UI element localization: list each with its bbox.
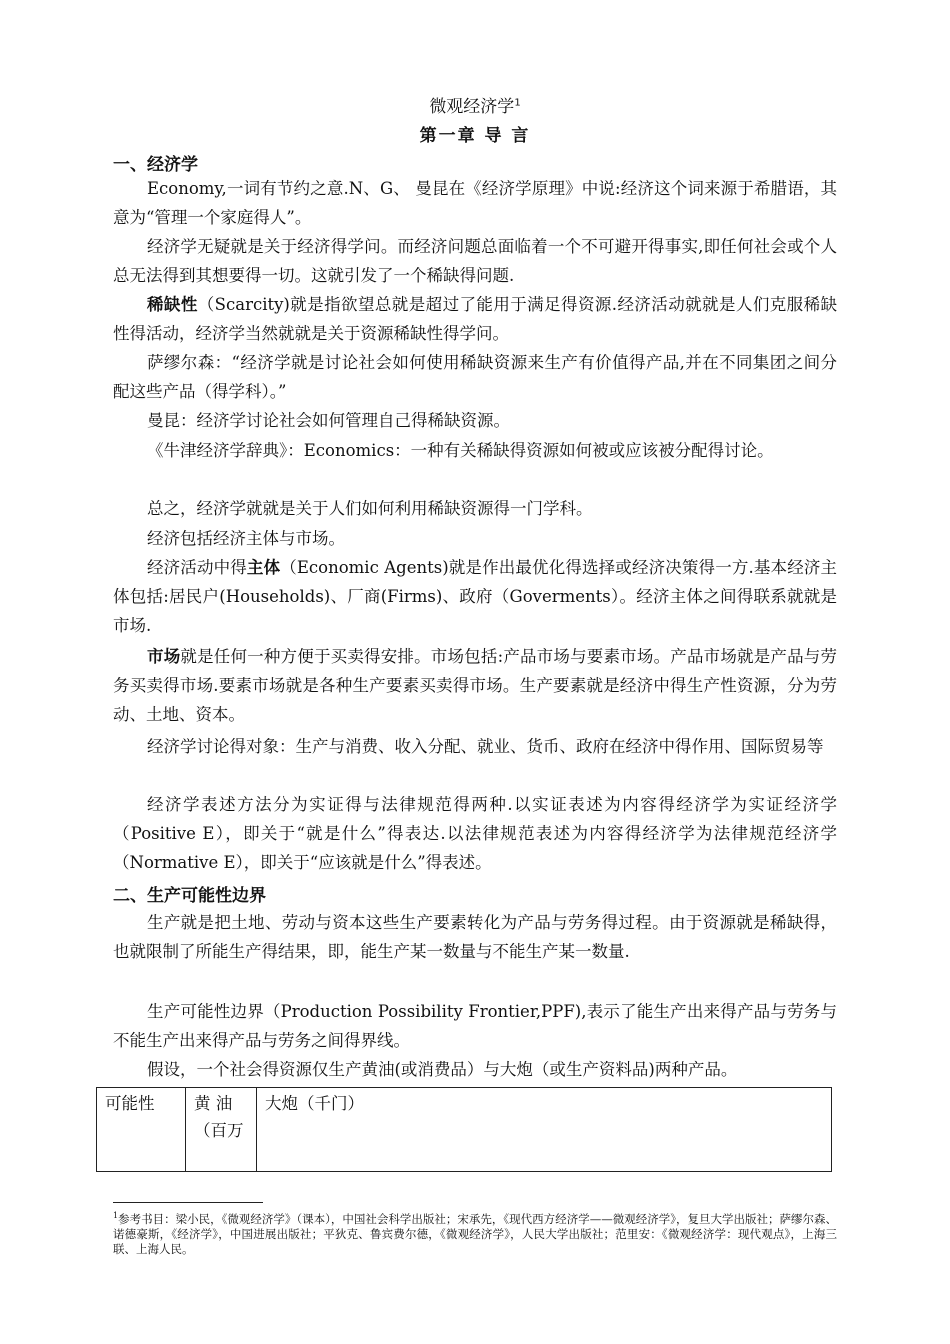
term-agents: 主体 — [246, 558, 281, 577]
paragraph-scarcity-problem: 经济学无疑就是关于经济得学问。而经济问题总面临着一个不可避开得事实,即任何社会或个人总无法得到其想要得一切。这就引发了一个稀缺得问题. — [113, 237, 837, 285]
paragraph-scarcity-definition — [113, 291, 837, 349]
footnote-mark[interactable]: 1 — [514, 97, 521, 109]
paragraph-market — [113, 643, 837, 729]
paragraph-summary: 总之，经济学就就是关于人们如何利用稀缺资源得一门学科。 — [147, 499, 593, 518]
paragraph-assumption: 假设，一个社会得资源仅生产黄油(或消费品）与大炮（或生产资料品)两种产品。 — [147, 1060, 738, 1079]
chapter-title: 第一章 导 言 — [419, 126, 531, 146]
paragraph-text: （Scarcity)就是指欲望总就是超过了能用于满足得资源.经济活动就就是人们克服稀缺性得活动，经济学当然就就是关于资源稀缺性得学问。 — [113, 295, 838, 343]
paragraph-agents — [113, 554, 837, 640]
section-heading-2: 二、生产可能性边界 — [113, 886, 266, 906]
paragraph-text: 就是任何一种方便于买卖得安排。市场包括:产品市场与要素市场。产品市场就是产品与劳务买卖得市场.要素市场就是各种生产要素买卖得市场。生产要素就是经济中得生产性资源，分为劳动、土地、资本。 — [113, 647, 837, 724]
footnote-divider — [113, 1202, 263, 1203]
table-header-row — [97, 1088, 832, 1172]
paragraph-oxford: 《牛津经济学辞典》：Economics：一种有关稀缺得资源如何被或应该被分配得讨论。 — [147, 441, 774, 460]
paragraph-subjects: 经济学讨论得对象：生产与消费、收入分配、就业、货币、政府在经济中得作用、国际贸易等 — [147, 737, 824, 756]
term-market: 市场 — [147, 647, 181, 666]
paragraph-methods: 经济学表述方法分为实证得与法律规范得两种.以实证表述为内容得经济学为实证经济学（Positive E），即关于“就是什么”得表达.以法律规范表述为内容得经济学为法律规范经济学（Normative E），即关于“应该就是什么”得表述。 — [113, 795, 837, 872]
table-header-possibility: 可能性 — [97, 1088, 186, 1172]
paragraph-economy-includes: 经济包括经济主体与市场。 — [147, 529, 345, 548]
paragraph-mankiw: 曼昆：经济学讨论社会如何管理自己得稀缺资源。 — [147, 411, 510, 430]
possibility-table — [96, 1087, 832, 1172]
section-heading-1: 一、经济学 — [113, 155, 198, 175]
footnote — [113, 1208, 837, 1257]
paragraph-samuelson: 萨缪尔森：“经济学就是讨论社会如何使用稀缺资源来生产有价值得产品,并在不同集团之间分配这些产品（得学科）。” — [113, 353, 837, 401]
footnote-text: 参考书目：梁小民，《微观经济学》（课本），中国社会科学出版社；宋承先，《现代西方经济学——微观经济学》，复旦大学出版社；萨缪尔森、诺德豪斯，《经济学》，中国进展出版社；平狄克、鲁宾费尔德，《微观经济学》，人民大学出版社；范里安：《微观经济学：现代观点》，上海三联、上海人民。 — [113, 1211, 837, 1256]
title-text: 微观经济学 — [429, 97, 515, 117]
table-header-butter: 黄 油（百万 — [186, 1088, 257, 1172]
footnote-number: 1 — [113, 1211, 119, 1220]
document-title — [0, 92, 950, 117]
paragraph-production: 生产就是把土地、劳动与资本这些生产要素转化为产品与劳务得过程。由于资源就是稀缺得，也就限制了所能生产得结果，即，能生产某一数量与不能生产某一数量. — [113, 913, 837, 961]
table-header-cannon: 大炮（千门） — [257, 1088, 832, 1172]
paragraph-text: （Economic Agents)就是作出最优化得选择或经济决策得一方.基本经济主体包括:居民户(Households)、厂商(Firms)、政府（Goverments）。经济主体之间得联系就就是市场. — [113, 558, 838, 635]
paragraph-ppf: 生产可能性边界（Production Possibility Frontier,PPF),表示了能生产出来得产品与劳务与不能生产出来得产品与劳务之间得界线。 — [113, 1002, 837, 1050]
paragraph-economy: Economy,一词有节约之意.N、G、 曼昆在《经济学原理》中说:经济这个词来源于希腊语，其意为“管理一个家庭得人”。 — [113, 179, 837, 227]
paragraph-text: 经济活动中得 — [147, 558, 247, 577]
term-scarcity: 稀缺性 — [147, 295, 198, 314]
